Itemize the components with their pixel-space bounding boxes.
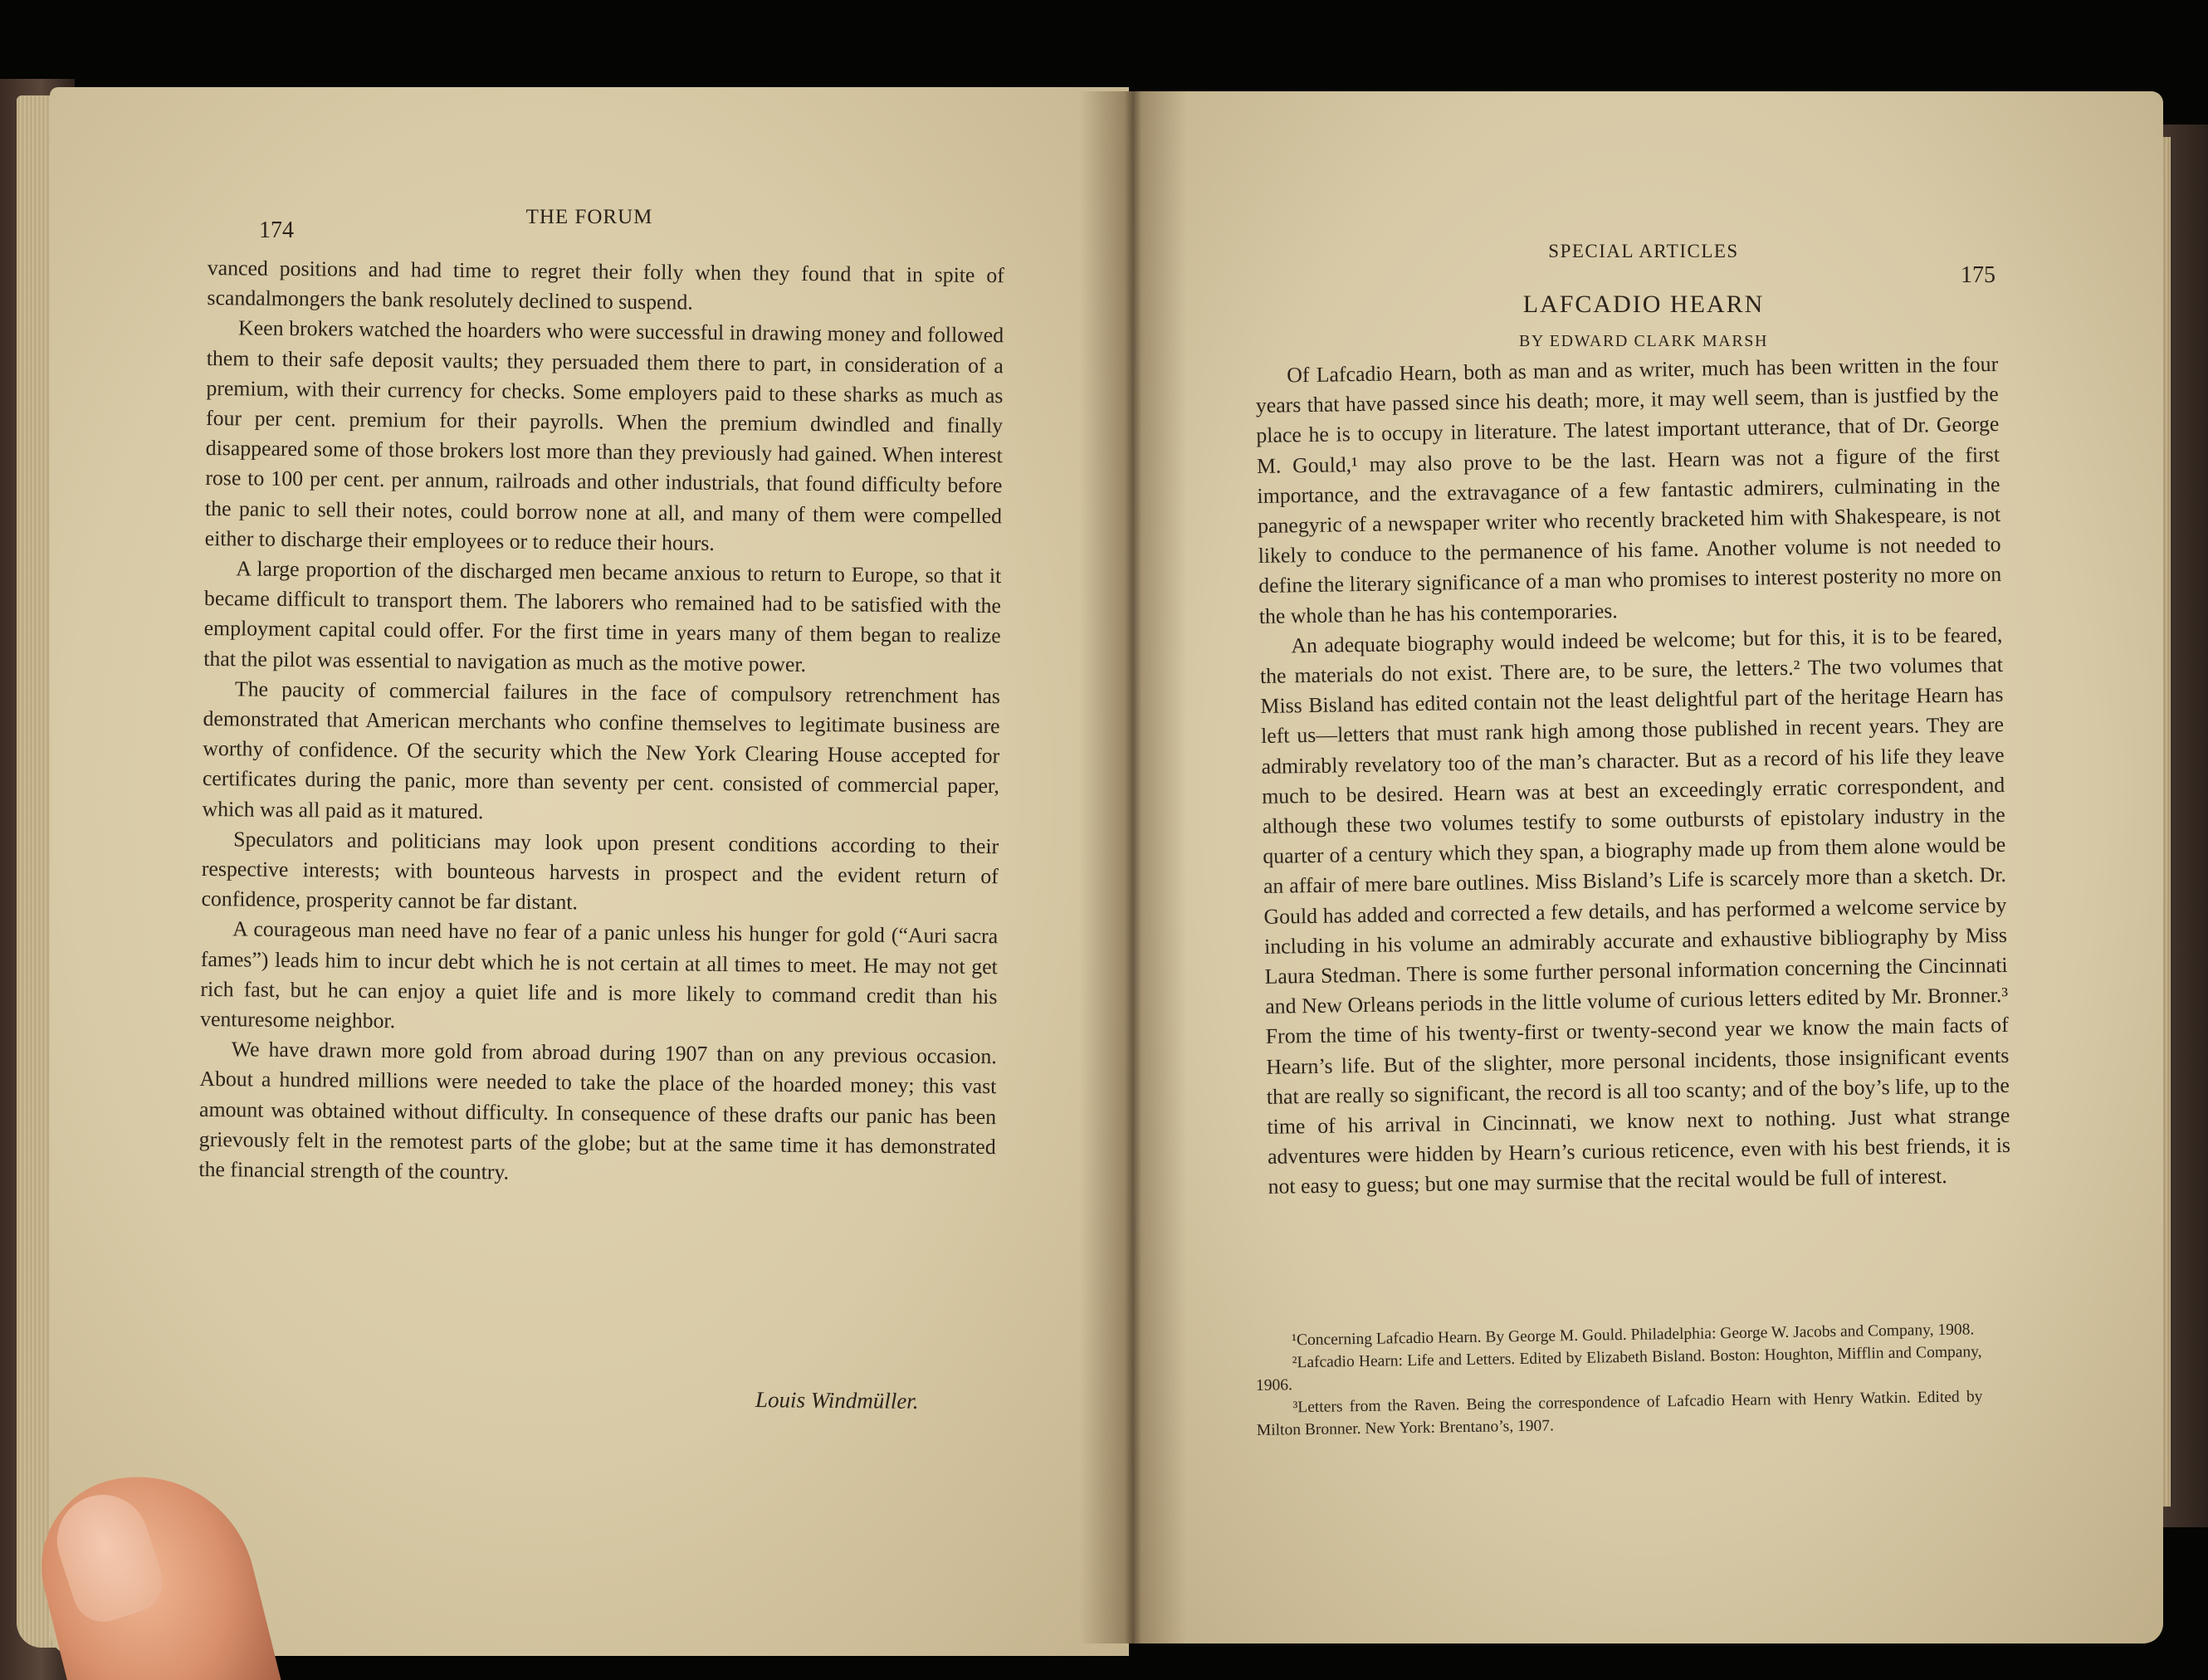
- left-page-body: [198, 253, 1004, 1192]
- paragraph: An adequate biography would indeed be welcome; but for this, it is to be feared, the materials do not exist. There are, to be sure, the letters.² The two volumes that Miss Bisland has edited contain not the least delightful part of the heritage Hearn has left us—letters that must rank high among those published in recent years. They are admirably revelatory too of the man’s character. But as a record of his life they leave much to be desired. Hearn was at best an exceedingly erratic correspondent, and although these two volumes testify to some outbursts of epistolary industry in the quarter of a century which they span, a biography made up from them alone would be an affair of mere bare outlines. Miss Bisland’s Life is scarcely more than a sketch. Dr. Gould has added and corrected a few details, and has performed a welcome service by including in his volume an admirably accurate and exhaustive bibliography by Miss Laura Stedman. There is some further personal information concerning the Cincinnati and New Orleans periods in the little volume of curious letters edited by Mr. Bronner.³ From the time of his twenty-first or twenty-second year we know the main facts of Hearn’s life. But of the slighter, more personal incidents, those insignificant events that are really so significant, the record is all too scanty; and of the boy’s life, up to the time of his arrival in Cincinnati, we know next to nothing. Just what strange adventures were hidden by Hearn’s curious reticence, even with his best friends, it is not easy to guess; but one may surmise that the recital would be full of interest.: [1259, 622, 2011, 1199]
- article-title: LAFCADIO HEARN: [1522, 291, 1765, 318]
- left-page-number: 174: [259, 217, 294, 243]
- right-page-body: [1255, 349, 2011, 1203]
- right-running-head: SPECIAL ARTICLES: [1548, 241, 1739, 261]
- paragraph: Speculators and politicians may look upon present conditions according to their respective interests; with bounteous harvests in prospect and the evident return of confidence, prosperity cannot be far distant.: [201, 827, 999, 915]
- paragraph: A courageous man need have no fear of a panic unless his hunger for gold (“Auri sacra fames”) leads him to incur debt which he is not certain at all times to meet. He may not get rich fast, but he can enjoy a quiet life and is more likely to command credit than his venturesome neighbor.: [200, 916, 999, 1033]
- article-byline: BY EDWARD CLARK MARSH: [1518, 332, 1769, 350]
- author-signature: Louis Windmüller.: [755, 1387, 919, 1414]
- paragraph: Keen brokers watched the hoarders who were successful in drawing money and followed them to their safe deposit vaults; they persuaded them there to part, in consideration of a premium, with their currency for checks. Some employers paid to these sharks as much as four per cent. premium for their payrolls. When the premium dwindled and finally disappeared some of those brokers lost more than they previously had gained. When interest rose to 100 per cent. per annum, railroads and other industrials, that found difficulty before the panic to sell their notes, could borrow none at all, and many of them were compelled either to discharge their employees or to reduce their hours.: [204, 315, 1004, 555]
- footnote: ²Lafcadio Hearn: Life and Letters. Edited by Elizabeth Bisland. Boston: Houghton, Mifflin and Company, 1906.: [1255, 1343, 1982, 1394]
- paragraph: The paucity of commercial failures in the face of compulsory retrenchment has demonstrated that American merchants who confine themselves to legitimate business are worthy of confidence. Of the security which the New York Clearing House accepted for certificates during the panic, more than seventy per cent. consisted of commercial paper, which was all paid as it matured.: [202, 676, 1001, 823]
- footnotes: [1255, 1318, 1983, 1442]
- paragraph: We have drawn more gold from abroad during 1907 than on any previous occasion. About a hundred millions were needed to take the place of the hoarded money; this vast amount was obtained without difficulty. In consequence of these drafts our panic has been grievously felt in the remotest parts of the globe; but at the same time it has demonstrated the financial strength of the country.: [198, 1037, 997, 1184]
- right-page-number: 175: [1961, 262, 1996, 288]
- paragraph: A large proportion of the discharged men became anxious to return to Europe, so that it became difficult to transport them. The laborers who remained had to be satisfied with the employment capital could offer. For the first time in years many of them began to realize that the pilot was essential to navigation as much as the motive power.: [203, 556, 1002, 676]
- paragraph: vanced positions and had time to regret their folly when they found that in spite of scandalmongers the bank resolutely declined to suspend.: [207, 255, 1004, 315]
- left-running-head: THE FORUM: [525, 206, 653, 228]
- footnote: ³Letters from the Raven. Being the correspondence of Lafcadio Hearn with Henry Watkin. Edited by Milton Bronner. New York: Brentano’s, 1907.: [1256, 1388, 1983, 1439]
- paragraph: Of Lafcadio Hearn, both as man and as writer, much has been written in the four years that have passed since his death; more, it may well seem, than is justfied by the place he is to occupy in literature. The latest important utterance, that of Dr. George M. Gould,¹ may also prove to be the last. Hearn was not a figure of the first importance, and the extravagance of a few fantastic admirers, culminating in the panegyric of a newspaper writer who recently bracketed him with Shakespeare, is not likely to conduce to the permanence of his fame. Another volume is not needed to define the literary significance of a man who promises to interest posterity no more on the whole than he has his contemporaries.: [1255, 351, 2002, 628]
- footnote: ¹Concerning Lafcadio Hearn. By George M. Gould. Philadelphia: George W. Jacobs and Company, 1908.: [1292, 1321, 1975, 1350]
